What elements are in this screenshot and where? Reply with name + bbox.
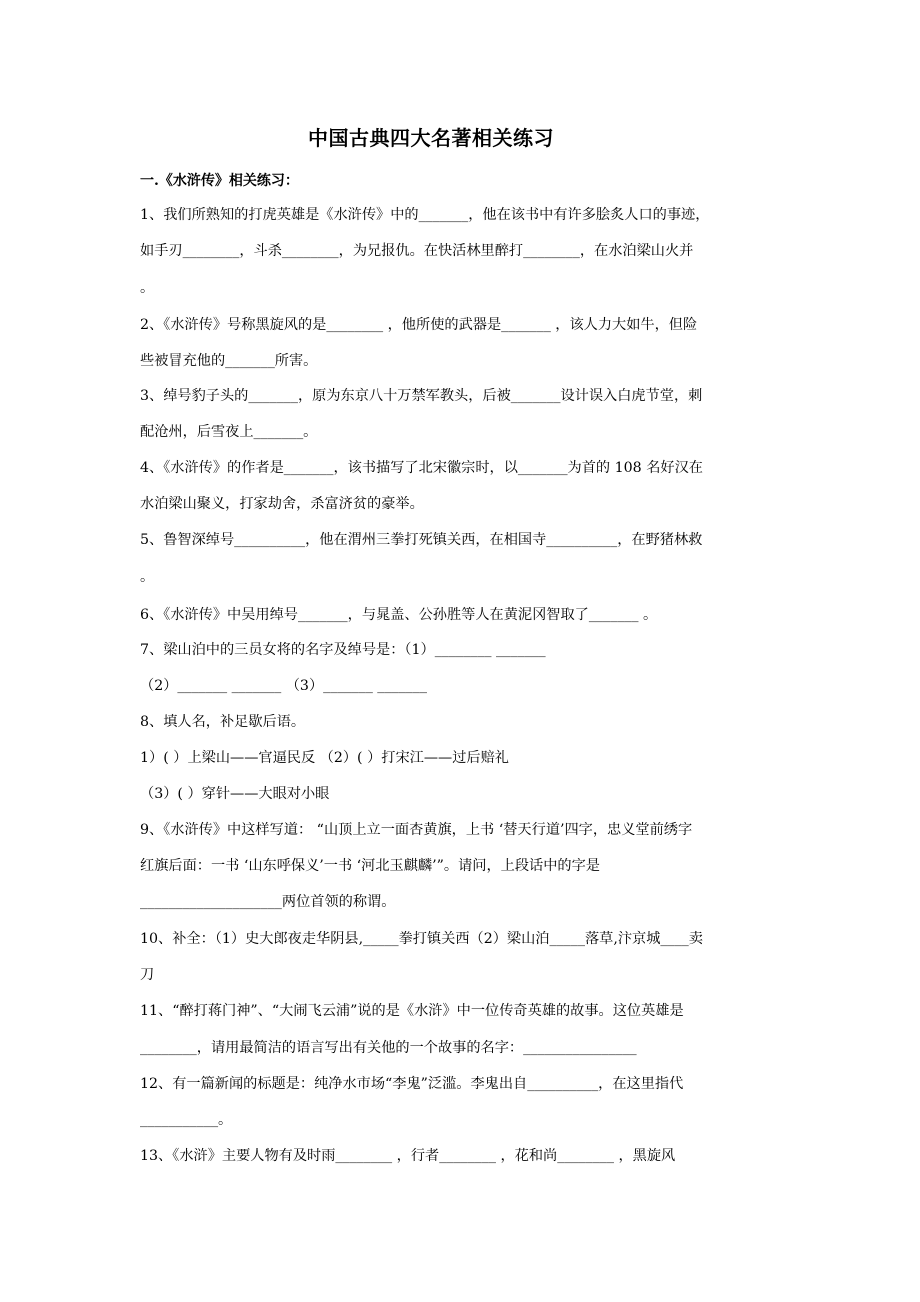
question-3-line-2: 配沧州，后雪夜上_______。: [140, 424, 318, 440]
question-7-line-1: 7、梁山泊中的三员女将的名字及绰号是：（1）________ _______: [140, 642, 546, 658]
question-6-line-1: 6、《水浒传》中吴用绰号_______，与晁盖、公孙胜等人在黄泥冈智取了_______ 。: [140, 607, 658, 623]
question-2-line-1: 2、《水浒传》号称黑旋风的是________ ，他所使的武器是_______ ，该人力大如牛，但险: [140, 317, 698, 333]
question-11-line-2: ________，请用最简洁的语言写出有关他的一个故事的名字：________________: [140, 1040, 637, 1056]
question-12-line-2: ___________。: [140, 1112, 233, 1128]
question-9-line-3: ____________________两位首领的称谓。: [140, 894, 396, 910]
question-5-line-1: 5、鲁智深绰号__________，他在渭州三拳打死镇关西，在相国寺__________，在野猪林救: [140, 532, 703, 548]
question-9-line-1: 9、《水浒传》中这样写道： “山顶上立一面杏黄旗，上书 ‘替天行道’四字，忠义堂前绣字: [140, 822, 693, 838]
question-1-line-2: 如手刃________，斗杀________，为兄报仇。在快活林里醉打________，在水泊梁山火并: [140, 243, 694, 259]
question-12-line-1: 12、有一篇新闻的标题是：纯净水市场“李鬼”泛滥。李鬼出自__________，在这里指代: [140, 1076, 684, 1092]
question-8-line-2: 1）( ）上梁山——官逼民反 （2）( ）打宋江——过后赔礼: [140, 750, 509, 766]
question-5-line-2: 。: [140, 569, 155, 585]
question-13-line-1: 13、《水浒》主要人物有及时雨________ ，行者________ ，花和尚________ ，黑旋风: [140, 1148, 676, 1164]
question-9-line-2: 红旗后面：一书 ‘山东呼保义’一书 ‘河北玉麒麟’”。请问，上段话中的字是: [140, 858, 600, 874]
question-1-line-1: 1、我们所熟知的打虎英雄是《水浒传》中的_______，他在该书中有许多脍炙人口的事迹，: [140, 207, 710, 223]
section-heading: 一.《水浒传》相关练习：: [140, 173, 299, 189]
question-4-line-2: 水泊梁山聚义，打家劫舍，杀富济贫的豪举。: [140, 496, 424, 512]
question-7-line-2: （2）_______ _______ （3）_______ _______: [140, 678, 427, 694]
question-2-line-2: 些被冒充他的_______所害。: [140, 353, 318, 369]
question-8-line-3: （3）( ）穿针——大眼对小眼: [140, 786, 330, 802]
page-title: 中国古典四大名著相关练习: [308, 126, 554, 150]
question-11-line-1: 11、“醉打蒋门神”、“大闹飞云浦”说的是《水浒》中一位传奇英雄的故事。这位英雄是: [140, 1003, 684, 1019]
question-10-line-2: 刀: [140, 967, 155, 983]
question-10-line-1: 10、补全：（1）史大郎夜走华阴县,_____拳打镇关西（2）梁山泊_____落草,汴京城____卖: [140, 931, 703, 947]
question-3-line-1: 3、绰号豹子头的_______，原为东京八十万禁军教头，后被_______设计误入白虎节堂，刺: [140, 388, 703, 404]
question-4-line-1: 4、《水浒传》的作者是_______，该书描写了北宋徽宗时，以_______为首的 108 名好汉在: [140, 460, 703, 476]
question-8-line-1: 8、填人名，补足歇后语。: [140, 714, 306, 730]
question-1-line-3: 。: [140, 280, 155, 296]
